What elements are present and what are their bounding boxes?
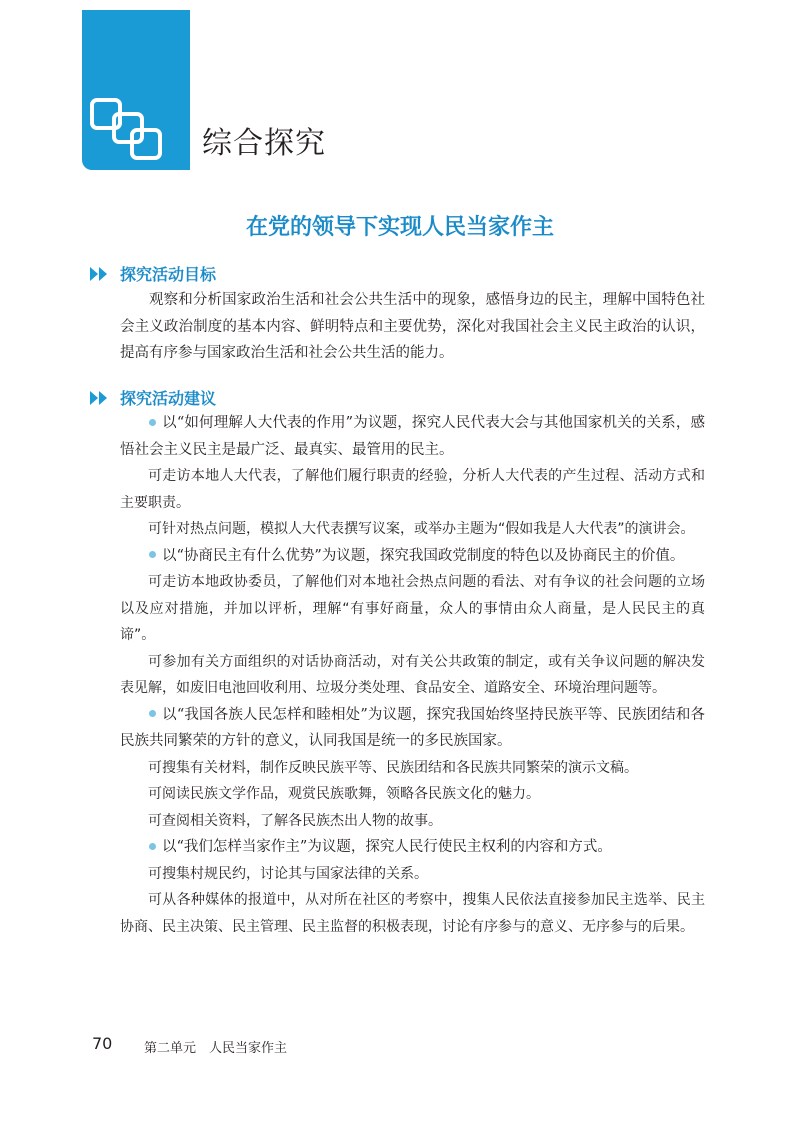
section-title: 综合探究 (202, 126, 326, 161)
activity-paragraph: 可从各种媒体的报道中，从对所在社区的考察中，搜集人民依法直接参加民主选举、民主协商、民主决策、民主管理、民主监督的积极表现，讨论有序参与的意义、无序参与的后果。 (120, 892, 705, 935)
activity-paragraph: 可针对热点问题，模拟人大代表撰写议案，或举办主题为“假如我是人大代表”的演讲会。 (148, 521, 695, 537)
double-arrow-icon (90, 267, 110, 281)
double-arrow-icon (90, 391, 110, 405)
header-color-block (82, 10, 190, 170)
bullet-dot-icon (149, 419, 156, 426)
suggestions-text-block (120, 410, 705, 940)
topic-paragraph: 以“我国各族人民怎样和睦相处”为议题，探究我国始终坚持民族平等、民族团结和各民族共同繁荣的方针的意义，认同我国是统一的多民族国家。 (120, 706, 705, 749)
topic-paragraph: 以“如何理解人大代表的作用”为议题，探究人民代表大会与其他国家机关的关系，感悟社会主义民主是最广泛、最真实、最管用的民主。 (120, 415, 705, 458)
activity-paragraph: 可走访本地人大代表，了解他们履行职责的经验，分析人大代表的产生过程、活动方式和主要职责。 (120, 468, 705, 511)
objectives-text-block (120, 287, 705, 367)
objectives-heading (90, 262, 216, 285)
suggestions-heading (90, 386, 216, 409)
activity-paragraph: 可查阅相关资料，了解各民族杰出人物的故事。 (148, 812, 442, 829)
suggestions-heading-label: 探究活动建议 (120, 389, 217, 408)
objectives-heading-label: 探究活动目标 (120, 265, 217, 284)
topic-paragraph: 以“我们怎样当家作主”为议题，探究人民行使民主权利的内容和方式。 (120, 834, 705, 861)
activity-paragraph: 可走访本地政协委员，了解他们对本地社会热点问题的看法、对有争议的社会问题的立场以及应对措施，并加以评析，理解“有事好商量，众人的事情由众人商量，是人民民主的真谛”。 (120, 574, 705, 643)
bullet-dot-icon (149, 843, 156, 850)
main-title: 在党的领导下实现人民当家作主 (245, 214, 554, 240)
topic-paragraph: 以“协商民主有什么优势”为议题，探究我国政党制度的特色以及协商民主的价值。 (120, 543, 705, 570)
bullet-dot-icon (149, 710, 156, 717)
activity-paragraph: 可参加有关方面组织的对话协商活动，对有关公共政策的制定，或有关争议问题的解决发表见解，如废旧电池回收利用、垃圾分类处理、食品安全、道路安全、环境治理问题等。 (120, 653, 705, 696)
page-number: 70 (92, 1034, 113, 1053)
unit-title: 第二单元 人民当家作主 (144, 1041, 288, 1056)
activity-paragraph: 可阅读民族文学作品，观赏民族歌舞，领略各民族文化的魅力。 (148, 786, 540, 802)
activity-paragraph: 可搜集有关材料，制作反映民族平等、民族团结和各民族共同繁荣的演示文稿。 (148, 759, 638, 776)
bullet-dot-icon (149, 551, 156, 558)
activity-paragraph: 可搜集村规民约，讨论其与国家法律的关系。 (148, 865, 428, 882)
objectives-paragraph: 观察和分析国家政治生活和社会公共生活中的现象，感悟身边的民主，理解中国特色社会主义政治制度的基本内容、鲜明特点和主要优势，深化对我国社会主义民主政治的认识，提高有序参与国家政治生活和社会公共生活的能力。 (120, 292, 705, 361)
linked-squares-icon (88, 96, 164, 166)
